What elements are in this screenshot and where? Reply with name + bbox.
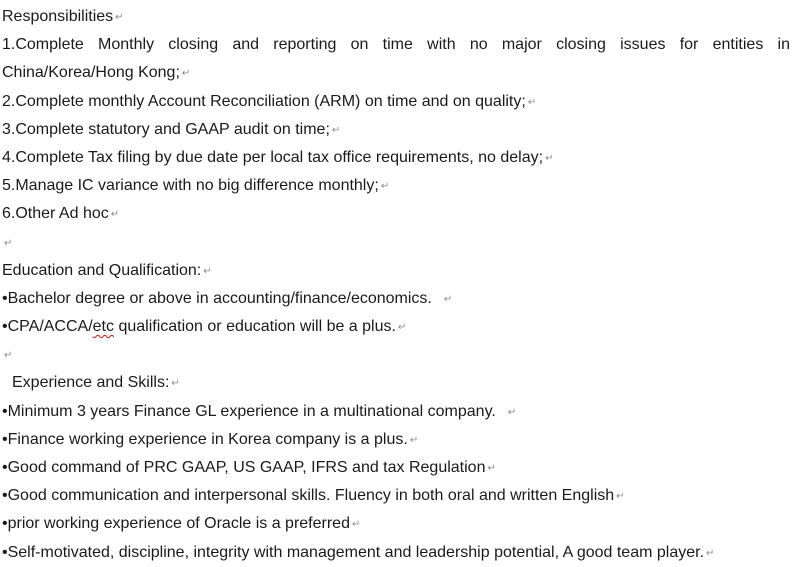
- empty-paragraph: [2, 229, 790, 257]
- experience-item-4: •Good communication and interpersonal skills. Fluency in both oral and written English ↵: [2, 487, 625, 505]
- paragraph-mark-icon: ↵: [351, 519, 361, 531]
- paragraph-mark-icon: ↵: [181, 68, 191, 80]
- responsibility-item-1-line-2: China/Korea/Hong Kong; ↵: [2, 64, 191, 82]
- paragraph-mark-icon: ↵: [4, 237, 13, 249]
- responsibility-item-2: 2.Complete monthly Account Reconciliation (ARM) on time and on quality; ↵: [2, 92, 537, 110]
- paragraph-mark-icon: ↵: [115, 12, 124, 23]
- document-body[interactable]: [2, 3, 790, 567]
- experience-item-5: •prior working experience of Oracle is a preferred ↵: [2, 515, 361, 533]
- responsibility-item-4: 4.Complete Tax filing by due date per local tax office requirements, no delay; ↵: [2, 148, 554, 166]
- paragraph-mark-icon: ↵: [443, 293, 453, 305]
- education-item-2: •CPA/ACCA/etc qualification or education will be a plus. ↵: [2, 318, 407, 336]
- paragraph-mark-icon: ↵: [545, 152, 554, 164]
- responsibility-item-5: 5.Manage IC variance with no big difference monthly; ↵: [2, 177, 390, 195]
- experience-item-1: •Minimum 3 years Finance GL experience in a multinational company. ↵: [2, 402, 517, 420]
- paragraph-mark-icon: ↵: [409, 434, 419, 446]
- paragraph-mark-icon: ↵: [507, 406, 517, 418]
- paragraph-mark-icon: ↵: [487, 463, 496, 474]
- responsibility-item-1-line-1: 1.Complete Monthly closing and reporting on time with no major closing issues for entities in: [2, 36, 790, 54]
- paragraph-mark-icon: ↵: [331, 124, 341, 136]
- responsibility-item-3: 3.Complete statutory and GAAP audit on time; ↵: [2, 120, 341, 138]
- paragraph-mark-icon: ↵: [706, 547, 715, 559]
- responsibilities-heading: Responsibilities ↵: [2, 8, 124, 25]
- paragraph-mark-icon: ↵: [171, 378, 180, 390]
- experience-item-6: •Self-motivated, discipline, integrity with management and leadership potential, A good team player. ↵: [2, 543, 715, 561]
- education-item-1: •Bachelor degree or above in accounting/finance/economics. ↵: [2, 289, 453, 307]
- responsibility-item-6: 6.Other Ad hoc ↵: [2, 205, 120, 223]
- paragraph-mark-icon: ↵: [203, 265, 212, 277]
- spelling-flagged-word[interactable]: etc: [92, 318, 114, 336]
- paragraph-mark-icon: ↵: [110, 209, 120, 221]
- experience-heading: Experience and Skills: ↵: [12, 374, 180, 392]
- paragraph-mark-icon: ↵: [527, 96, 537, 108]
- empty-paragraph: [2, 341, 790, 369]
- paragraph-mark-icon: ↵: [4, 350, 13, 362]
- experience-item-3: •Good command of PRC GAAP, US GAAP, IFRS and tax Regulation ↵: [2, 459, 496, 476]
- paragraph-mark-icon: ↵: [397, 322, 407, 334]
- paragraph-mark-icon: ↵: [380, 181, 390, 193]
- paragraph-mark-icon: ↵: [616, 491, 625, 503]
- experience-item-2: •Finance working experience in Korea company is a plus. ↵: [2, 430, 419, 448]
- education-heading: Education and Qualification: ↵: [2, 261, 212, 279]
